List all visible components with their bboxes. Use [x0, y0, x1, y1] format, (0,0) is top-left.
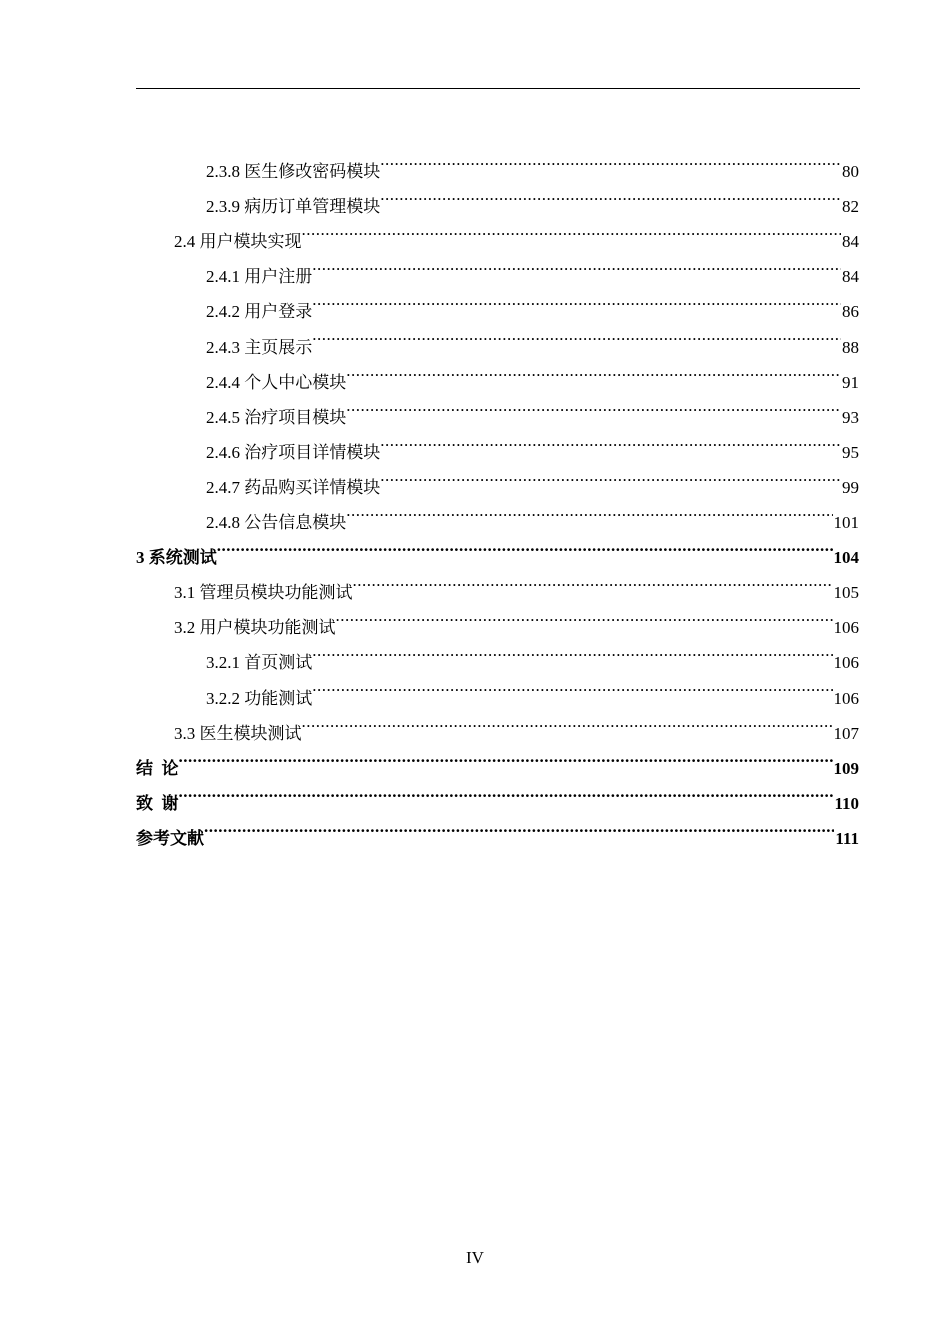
toc-page-number: 106: [833, 618, 859, 638]
toc-page-number: 107: [833, 723, 859, 743]
toc-entry-title: 2.4.3 主页展示: [206, 337, 313, 357]
toc-page-number: 105: [833, 583, 859, 603]
toc-entry-title: 2.4.5 治疗项目模块: [206, 407, 347, 427]
table-of-contents: [136, 142, 859, 848]
toc-dot-leader: [346, 388, 841, 423]
toc-entry-title: 2.4.2 用户登录: [206, 302, 313, 322]
toc-dot-leader: [302, 704, 833, 739]
toc-entry-title: 3.2 用户模块功能测试: [174, 618, 336, 638]
toc-entry[interactable]: [136, 809, 859, 848]
toc-dot-leader: [312, 247, 841, 282]
toc-entry[interactable]: [136, 739, 859, 778]
toc-entry-title: 2.4.8 公告信息模块: [206, 513, 347, 533]
toc-entry-title: 参考文献: [136, 828, 204, 848]
toc-page-number: 88: [842, 337, 859, 357]
toc-entry-title: 2.4.6 治疗项目详情模块: [206, 442, 381, 462]
toc-dot-leader: [336, 598, 833, 633]
toc-entry-title: 3.2.2 功能测试: [206, 688, 313, 708]
toc-page-number: 111: [835, 828, 859, 848]
toc-dot-leader: [380, 423, 841, 458]
toc-page-number: 84: [842, 232, 859, 252]
toc-entry-title: 2.4.7 药品购买详情模块: [206, 477, 381, 497]
toc-dot-leader: [312, 317, 841, 352]
toc-entry-title: 3.2.1 首页测试: [206, 653, 313, 673]
toc-page-number: 109: [833, 758, 859, 778]
toc-page-number: 106: [833, 688, 859, 708]
header-rule: [136, 88, 860, 89]
toc-page-number: 104: [833, 548, 859, 568]
toc-entry[interactable]: [136, 142, 859, 182]
toc-page-number: 101: [833, 513, 859, 533]
toc-dot-leader: [346, 493, 832, 528]
toc-entry-title: 3.1 管理员模块功能测试: [174, 583, 353, 603]
toc-entry[interactable]: [136, 563, 859, 603]
toc-entry-title: 2.4.4 个人中心模块: [206, 372, 347, 392]
toc-entry-title: 致 谢: [136, 793, 179, 813]
toc-dot-leader: [302, 212, 842, 247]
toc-dot-leader: [217, 528, 833, 563]
toc-page-number: 82: [842, 197, 859, 217]
toc-entry-title: 3 系统测试: [136, 548, 217, 568]
toc-entry[interactable]: [136, 774, 859, 813]
toc-entry-title: 2.4 用户模块实现: [174, 232, 302, 252]
toc-page-number: 95: [842, 442, 859, 462]
toc-dot-leader: [346, 353, 841, 388]
toc-page-number: 93: [842, 407, 859, 427]
toc-entry-title: 结 论: [136, 758, 179, 778]
toc-page-number: 106: [833, 653, 859, 673]
toc-page-number: 86: [842, 302, 859, 322]
toc-dot-leader: [312, 633, 832, 668]
toc-entry-title: 2.4.1 用户注册: [206, 267, 313, 287]
toc-dot-leader: [353, 563, 833, 598]
toc-dot-leader: [312, 668, 832, 703]
page-number-footer: IV: [466, 1248, 484, 1267]
toc-page-number: 80: [842, 162, 859, 182]
toc-entry-title: 3.3 医生模块测试: [174, 723, 302, 743]
toc-entry-title: 2.3.8 医生修改密码模块: [206, 162, 381, 182]
toc-page-number: 84: [842, 267, 859, 287]
toc-dot-leader: [179, 739, 833, 774]
toc-dot-leader: [380, 177, 841, 212]
toc-page-number: 110: [834, 793, 859, 813]
toc-page-number: 99: [842, 477, 859, 497]
toc-dot-leader: [179, 774, 834, 809]
toc-page-number: 91: [842, 372, 859, 392]
toc-entry[interactable]: [136, 528, 859, 568]
toc-dot-leader: [204, 809, 834, 844]
toc-dot-leader: [380, 142, 841, 177]
toc-dot-leader: [380, 458, 841, 493]
toc-entry-title: 2.3.9 病历订单管理模块: [206, 197, 381, 217]
toc-dot-leader: [312, 282, 841, 317]
